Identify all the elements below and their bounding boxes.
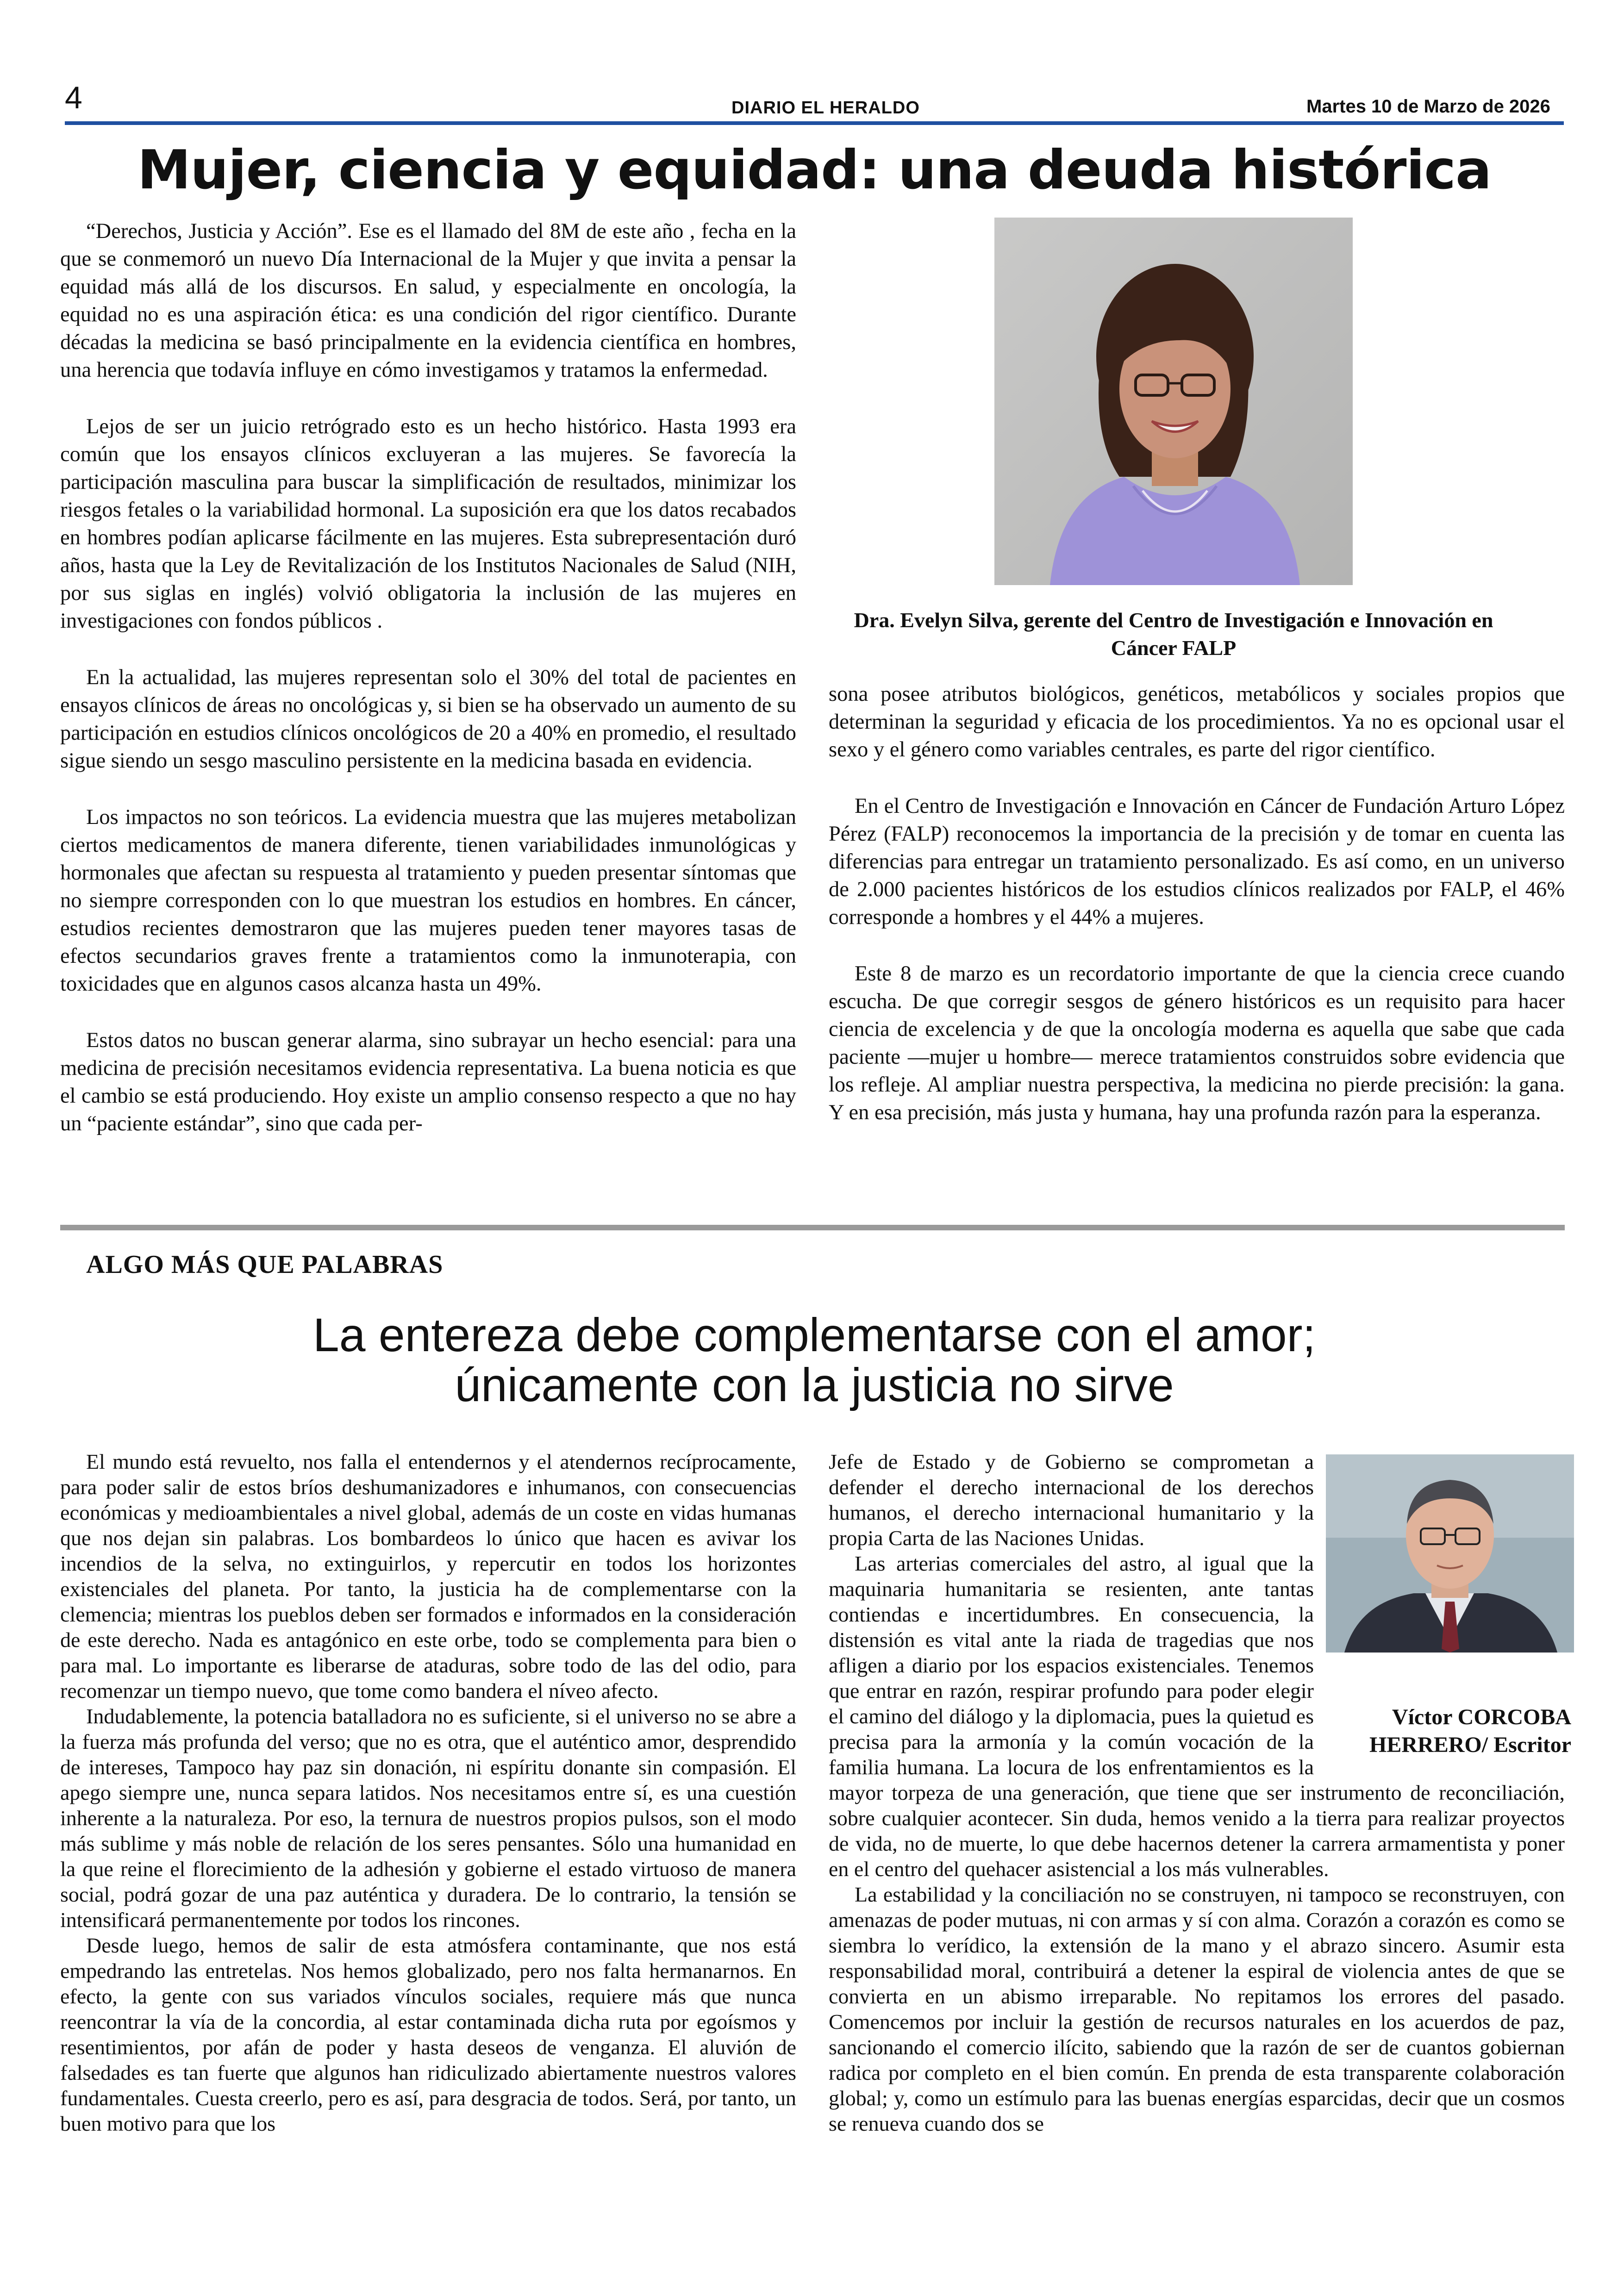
article1-paragraph: En la actualidad, las mujeres representan solo el 30% del total de pacientes en ensayos clínicos de áreas no oncológicas y, si bien se ha observado un aumento de su participación en estudios clínicos oncológicos de 20 a 40% en promedio, el resultado sigue siendo un sesgo masculino persistente en la medicina basada en evidencia. [60, 666, 796, 773]
article1-paragraph: sona posee atributos biológicos, genéticos, metabólicos y sociales propios que determinan la seguridad y eficacia de los procedimientos. Ya no es opcional usar el sexo y el género como variables centrales, es parte del rigor científico. [829, 682, 1565, 761]
article2-paragraph: El mundo está revuelto, nos falla el entendernos y el atendernos recíprocamente, para poder salir de estos bríos deshumanizadores e inhumanos, con consecuencias económicas y medioambientales a nivel global, además de un coste en vidas humanas que nos dejan sin palabras. Los bombardeos lo único que hacen es avivar los incendios de la selva, no extinguirlos, y repercutir en todos los horizontes existenciales del planeta. Por tanto, la justicia ha de complementarse con la clemencia; mientras los pueblos deben ser formados e informados en la consideración de este derecho. Nada es antagónico en este orbe, todo se complementa para bien o para mal. Lo importante es liberarse de ataduras, sobre todo de las del odio, para recomenzar un tiempo nuevo, que tome como bandera el níveo afecto. [60, 1450, 796, 1703]
article2-column-left [60, 1449, 796, 2136]
article2-paragraph: Desde luego, hemos de salir de esta atmósfera contaminante, que nos está empedrando las entretelas. Nos hemos globalizado, pero nos falta hermanarnos. En efecto, la gente con sus variados vínculos sociales, requiere más que nunca reencontrar la vía de la concordia, al estar contaminada dicha ruta por egoísmos y resentimientos, por afán de poder y hasta deseos de venganza. El aluvión de falsedades es tan fuerte que algunos han ridiculizado abiertamente nuestros valores fundamentales. Cuesta creerlo, pero es así, para desgracia de todos. Será, por tanto, un buen motivo para que los [60, 1933, 796, 2135]
article1-column-right [829, 680, 1565, 1155]
article2-paragraph: Las arterias comerciales del astro, al igual que la maquinaria humanitaria se resienten, ante tantas contiendas e incertidumbres. En consecuencia, la distensión es vital ante la riada de tragedias que nos afligen a diario por los espacios existenciales. Tenemos que entrar en razón, respirar profundo para poder elegir el camino del diálogo y la diplomacia, pues la quietud es precisa para la armonía y la común vocación de la familia humana. La locura de los enfrentamientos es la mayor torpeza de una generación, que tiene que ser instrumento de reconciliación, sobre cualquier acontecer. Sin duda, hemos venido a la tierra para realizar proyectos de vida, no de muerte, lo que debe hacernos detener la carrera armamentista y poner en el centro del quehacer asistencial a los más vulnerables. [829, 1552, 1565, 1881]
article1-paragraph: “Derechos, Justicia y Acción”. Ese es el llamado del 8M de este año , fecha en la que se conmemoró un nuevo Día Internacional de la Mujer y que invita a pensar la equidad más allá de los discursos. En salud, y especialmente en oncología, la equidad no es una aspiración ética: es una condición del rigor científico. Durante décadas la medicina se basó principalmente en la evidencia científica en hombres, una herencia que todavía influye en cómo investigamos y tratamos la enfermedad. [60, 219, 796, 382]
article1-paragraph: En el Centro de Investigación e Innovación en Cáncer de Fundación Arturo López Pérez (FALP) reconocemos la importancia de la precisión y de tomar en cuenta las diferencias para entregar un tratamiento personalizado. Es así como, en un universo de 2.000 pacientes históricos de los estudios clínicos realizados por FALP, el 46% corresponde a hombres y el 44% a mujeres. [829, 794, 1565, 929]
article2-title-line2: únicamente con la justicia no sirve [455, 1359, 1174, 1411]
article1-photo-caption: Dra. Evelyn Silva, gerente del Centro de Investigación e Innovación en Cáncer FALP [854, 608, 1493, 660]
article2-title [65, 1310, 1564, 1410]
author-caption: Víctor CORCOBA HERRERO/ Escritor [1369, 1705, 1571, 1757]
article2-title-line1: La entereza debe complementarse con el amor; [313, 1309, 1316, 1361]
page-number: 4 [65, 80, 82, 115]
newspaper-name: DIARIO EL HERALDO [731, 98, 920, 118]
article1-paragraph: Este 8 de marzo es un recordatorio importante de que la ciencia crece cuando escucha. De que corregir sesgos de género históricos es un requisito para hacer ciencia de excelencia y de que la oncología moderna es aquella que sabe que cada paciente —mujer u hombre— merece tratamientos construidos sobre evidencia que los refleje. Al ampliar nuestra perspectiva, la medicina no pierde precisión: la gana. Y en esa precisión, más justa y humana, hay una profunda razón para la esperanza. [829, 962, 1565, 1124]
portrait-photo-evelyn-silva [994, 218, 1353, 585]
issue-date: Martes 10 de Marzo de 2026 [1306, 96, 1550, 117]
article1-paragraph: Los impactos no son teóricos. La evidencia muestra que las mujeres metabolizan ciertos medicamentos de manera diferente, tienen variabilidades inmunológicas y hormonales que afectan su respuesta al tratamiento y pueden presentar síntomas que no siempre corresponden con lo que muestran los estudios en hombres. En cáncer, estudios recientes demostraron que las mujeres pueden tener mayores tasas de efectos secundarios graves frente a tratamientos como la inmunoterapia, con toxicidades que en algunos casos alcanza hasta un 49%. [60, 805, 796, 996]
article1-paragraph: Lejos de ser un juicio retrógrado esto es un hecho histórico. Hasta 1993 era común que los ensayos clínicos excluyeran a las mujeres. Se favorecía la participación masculina para buscar la simplificación de resultados, minimizar los riesgos fetales o la variabilidad hormonal. La suposición era que los datos recabados en hombres podían aplicarse fácilmente en las mujeres. Esta subrepresentación duró años, hasta que la Ley de Revitalización de los Institutos Nacionales de Salud (NIH, por sus siglas en inglés) volvió obligatoria la inclusión de las mujeres en investigaciones con fondos públicos . [60, 415, 796, 633]
portrait-photo-victor-corcoba [1326, 1454, 1574, 1653]
article1-title: Mujer, ciencia y equidad: una deuda histórica [137, 139, 1492, 201]
article1-column-left [60, 218, 796, 1166]
column-section-label: ALGO MÁS QUE PALABRAS [86, 1250, 443, 1279]
article2-paragraph: Indudablemente, la potencia batalladora no es suficiente, si el universo no se abre a la fuerza más profunda del verso; que no es otra, que el auténtico amor, desprendido de intereses, Tampoco hay paz sin donación, ni espíritu donante sin compasión. El apego siempre une, nunca separa latidos. Nos necesitamos entre sí, es una cuestión inherente a la naturaleza. Por eso, la ternura de nuestros propios pulsos, son el modo más sublime y más noble de relación de los seres pensantes. Sólo una humanidad en la que reine el florecimiento de la adhesión y gobierne el estado virtuoso de manera social, podrá gozar de una paz auténtica y duradera. De lo contrario, la tensión se intensificará permanentemente por todos los rincones. [60, 1704, 796, 1932]
section-divider [60, 1225, 1565, 1230]
article2-paragraph: Jefe de Estado y de Gobierno se comprometan a defender el derecho internacional de los derechos humanos, el derecho internacional humanitario y la propia Carta de las Naciones Unidas. [829, 1450, 1314, 1550]
article2-paragraph: La estabilidad y la conciliación no se construyen, ni tampoco se reconstruyen, con amenazas de poder mutuas, ni con armas y sí con alma. Corazón a corazón es como se siembra lo verídico, la extensión de la mano y el abrazo sincero. Asumir esta responsabilidad moral, contribuirá a detener la espiral de violencia antes de que se convierta en un abismo irreparable. No repitamos los errores del pasado. Comencemos por incluir la gestión de recursos naturales en los acuerdos de paz, sancionando el comercio ilícito, sabiendo que la razón de ser de cuantos gobiernan radica por completo en el bien común. En prenda de esta transparente colaboración global; y, como un estímulo para las buenas energías esparcidas, decir que un cosmos se renueva cuando dos se [829, 1883, 1565, 2135]
article1-paragraph: Estos datos no buscan generar alarma, sino subrayar un hecho esencial: para una medicina de precisión necesitamos evidencia representativa. La buena noticia es que el cambio se está produciendo. Hoy existe un amplio consenso respecto a que no hay un “paciente estándar”, sino que cada per- [60, 1029, 796, 1135]
header-rule [65, 121, 1564, 125]
